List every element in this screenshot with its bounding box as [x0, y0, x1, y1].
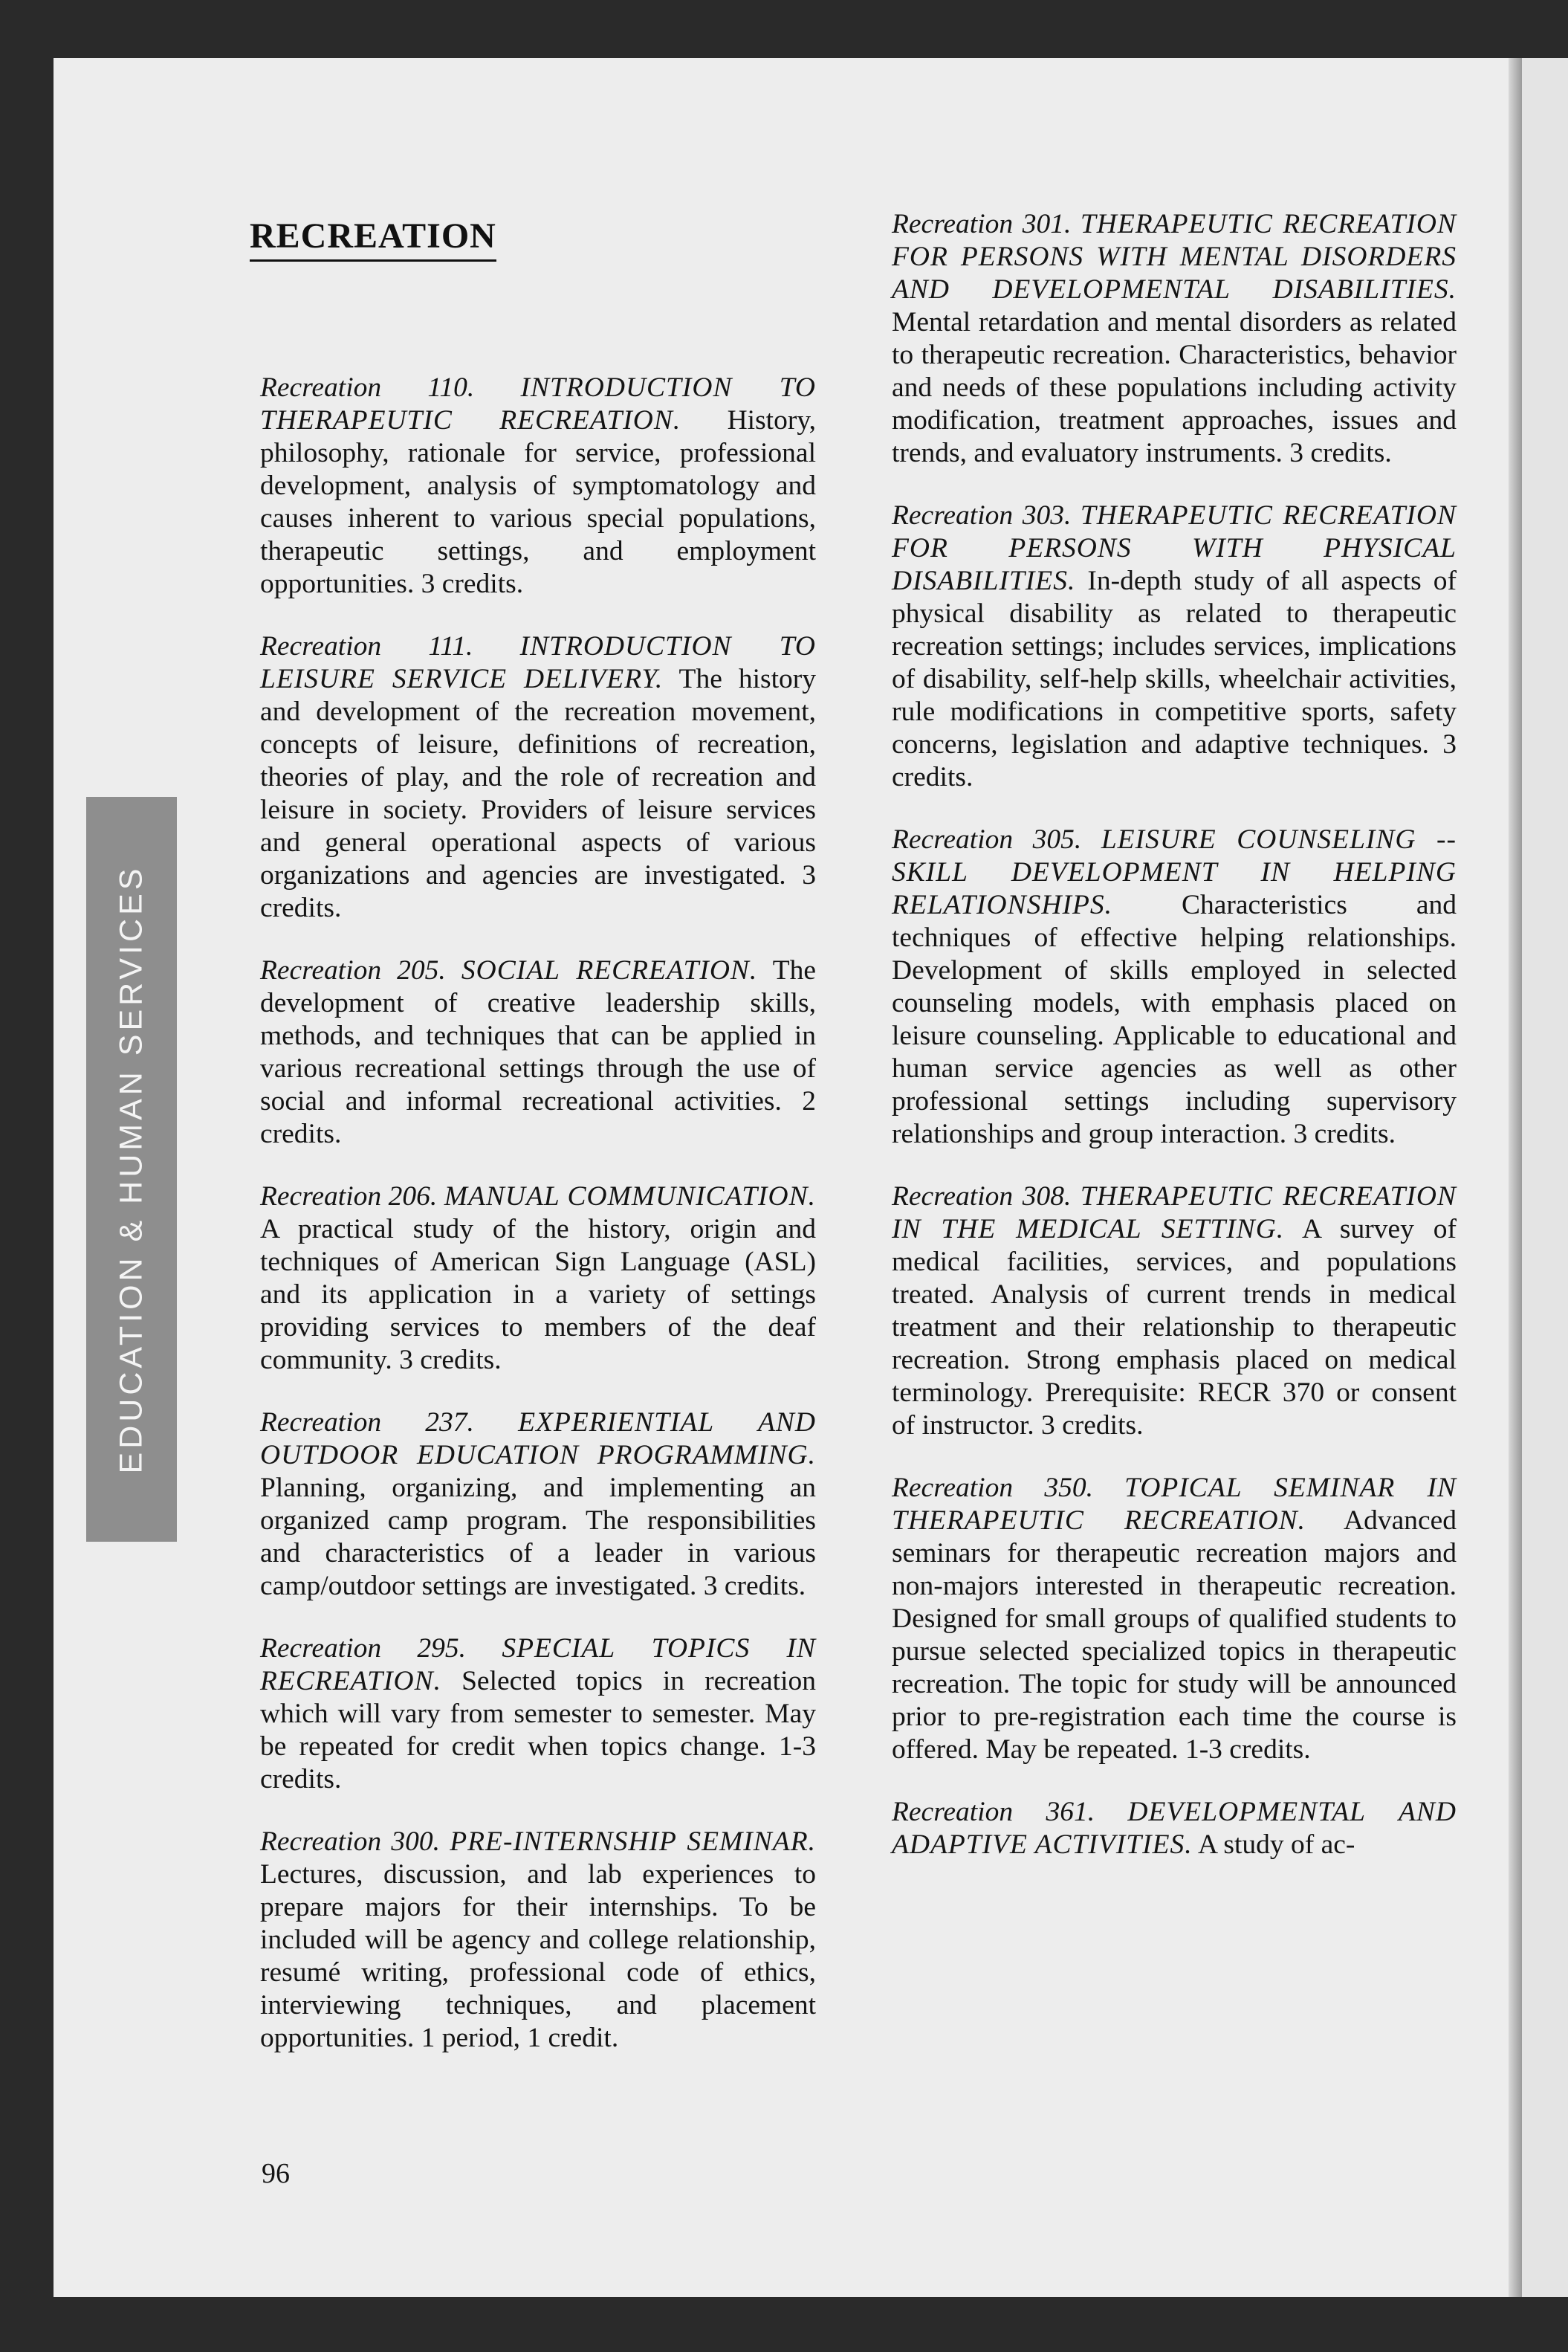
course-code: Recreation 110.: [260, 372, 475, 403]
course-title: SOCIAL RECREATION.: [461, 955, 758, 986]
course-title: INTRODUCTION TO LEISURE SERVICE DELIVERY.: [260, 631, 817, 694]
course-code: Recreation 303.: [892, 500, 1072, 531]
course-title: MANUAL COMMUNICATION.: [444, 1181, 817, 1212]
course-code: Recreation 111.: [260, 631, 473, 662]
course-entry: [892, 1180, 1457, 1442]
page-edge-shadow: [1509, 58, 1522, 2297]
page-number: 96: [262, 2158, 290, 2189]
next-page-edge: [1522, 58, 1568, 2297]
course-title: DEVELOPMENTAL AND ADAPTIVE ACTIVITIES.: [892, 1797, 1457, 1860]
course-description: Mental retardation and mental disorders as related to therapeutic recreation. Characteristics, behavior and needs of these populations including activity modification, treatment approaches, issues and trends, and evaluatory instruments. 3 credits.: [892, 307, 1457, 468]
course-entry: [892, 208, 1457, 470]
side-tab-label: EDUCATION & HUMAN SERVICES: [113, 865, 149, 1474]
course-description: In-depth study of all aspects of physical disability as related to therapeutic recreation settings; includes services, implications of disability, self-help skills, wheelchair activities, rule modifications in competitive sports, safety concerns, legislation and adaptive techniques. 3 credits.: [892, 566, 1457, 792]
course-description: Planning, organizing, and implementing an organized camp program. The responsibilities and characteristics of a leader in various camp/outdoor settings are investigated. 3 credits.: [260, 1473, 816, 1601]
course-entry: [260, 372, 816, 601]
course-code: Recreation 350.: [892, 1473, 1093, 1503]
course-entry: [892, 500, 1457, 794]
course-title: TOPICAL SEMINAR IN THERAPEUTIC RECREATION.: [892, 1473, 1457, 1536]
course-description: Lectures, discussion, and lab experiences to prepare majors for their internships. To be included will be agency and college relationship, resumé writing, professional code of ethics, interviewing techniques, and placement opportunities. 1 period, 1 credit.: [260, 1859, 816, 2053]
course-title: INTRODUCTION TO THERAPEUTIC RECREATION.: [260, 372, 816, 436]
course-title: PRE-INTERNSHIP SEMINAR.: [450, 1826, 816, 1857]
course-title: LEISURE COUNSELING -- SKILL DEVELOPMENT IN HELPING RELATIONSHIPS.: [892, 824, 1457, 920]
course-code: Recreation 300.: [260, 1826, 440, 1857]
course-code: Recreation 206.: [260, 1181, 438, 1212]
course-code: Recreation 301.: [892, 209, 1072, 239]
course-description: History, philosophy, rationale for service, professional development, analysis of symptomatology and causes inherent to various special populations, therapeutic settings, and employment opportunities. 3 credits.: [260, 405, 817, 599]
course-entry: [260, 954, 816, 1151]
course-entry: [892, 1472, 1457, 1766]
course-title: THERAPEUTIC RECREATION FOR PERSONS WITH PHYSICAL DISABILITIES.: [892, 500, 1457, 596]
section-title: RECREATION: [250, 216, 496, 262]
course-description: The development of creative leadership skills, methods, and techniques that can be applied in various recreational settings through the use of social and informal recreational activities. 2 credits.: [260, 955, 816, 1149]
course-entry: [260, 630, 816, 925]
course-code: Recreation 361.: [892, 1797, 1095, 1827]
course-entry: [260, 1406, 816, 1603]
course-title: THERAPEUTIC RECREATION FOR PERSONS WITH MENTAL DISORDERS AND DEVELOPMENTAL DISABILITIES.: [892, 209, 1457, 305]
right-column: [892, 208, 1457, 1891]
course-description: A study of ac-: [1198, 1829, 1355, 1860]
course-entry: [260, 1180, 816, 1377]
course-entry: [892, 1796, 1457, 1861]
course-description: Advanced seminars for therapeutic recreation majors and non-majors interested in therapeutic recreation. Designed for small groups of qualified students to pursue selected specialized topics in therapeutic recreation. The topic for study will be announced prior to pre-registration each time the course is offered. May be repeated. 1-3 credits.: [892, 1505, 1457, 1765]
course-entry: [892, 824, 1457, 1151]
course-description: A practical study of the history, origin and techniques of American Sign Language (ASL) and its application in a variety of settings providing services to members of the deaf community. 3 credits.: [260, 1214, 816, 1375]
course-title: SPECIAL TOPICS IN RECREATION.: [260, 1633, 816, 1696]
course-description: Selected topics in recreation which will vary from semester to semester. May be repeated for credit when topics change. 1-3 credits.: [260, 1666, 816, 1794]
course-description: Characteristics and techniques of effective helping relationships. Development of skills employed in selected counseling models, with emphasis placed on leisure counseling. Applicable to educational and human service agencies as well as other professional settings including supervisory relationships and group interaction. 3 credits.: [892, 890, 1457, 1149]
course-code: Recreation 205.: [260, 955, 446, 986]
course-title: THERAPEUTIC RECREATION IN THE MEDICAL SETTING.: [892, 1181, 1457, 1244]
course-code: Recreation 305.: [892, 824, 1082, 855]
course-entry: [260, 1632, 816, 1796]
course-code: Recreation 295.: [260, 1633, 467, 1664]
course-title: EXPERIENTIAL AND OUTDOOR EDUCATION PROGRAMMING.: [260, 1407, 816, 1470]
left-column: [260, 372, 816, 2084]
course-description: A survey of medical facilities, services, and populations treated. Analysis of current trends in medical treatment and their relationship to therapeutic recreation. Strong emphasis placed on medical terminology. Prerequisite: RECR 370 or consent of instructor. 3 credits.: [892, 1214, 1457, 1441]
course-code: Recreation 237.: [260, 1407, 474, 1438]
course-code: Recreation 308.: [892, 1181, 1072, 1212]
course-entry: [260, 1826, 816, 2055]
course-description: The history and development of the recreation movement, concepts of leisure, definitions of recreation, theories of play, and the role of recreation and leisure in society. Providers of leisure services and general operational aspects of various organizations and agencies are investigated. 3 credits.: [260, 664, 816, 923]
